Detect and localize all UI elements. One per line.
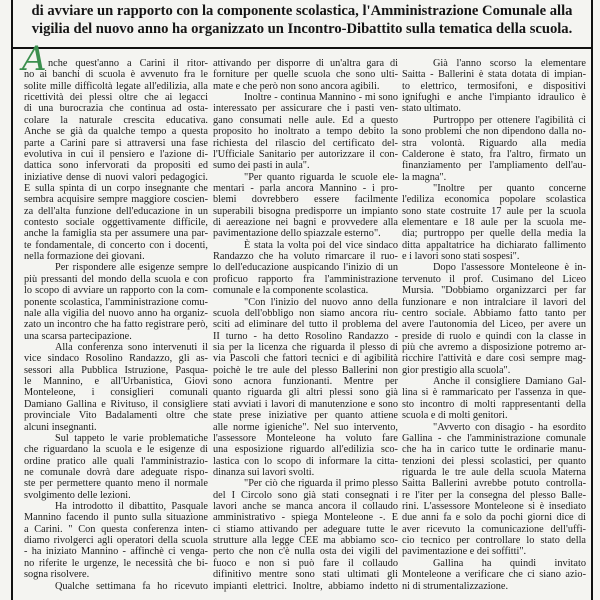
text-line: Per rispondere alle esigenze sempre: [55, 262, 208, 274]
paragraph: [24, 58, 208, 262]
text-line: Inoltre - continua Mannino - mi sono: [244, 92, 398, 104]
text-line: parte a Carini pare si attraversi una fase: [24, 137, 208, 149]
text-line: sogna risolvere.: [24, 569, 90, 581]
text-line: Già l'anno scorso la elementare: [433, 58, 586, 69]
text-line: solite mille difficoltà legate all'edilizia, alla: [24, 80, 208, 92]
text-line: mentari - parla ancora Mannino - i pro-: [213, 182, 398, 194]
text-line: elementare e 18 aule per la scuola me-: [402, 217, 586, 229]
text-line: quanto riguarda gli altri plessi sono già: [213, 387, 398, 399]
text-line: finanziamento per l'ampliamento dell'au-: [402, 160, 586, 172]
text-line: via Pascoli che fattori tecnici e di agibilità: [213, 353, 398, 365]
text-line: l'assessore Monteleone ha voluto fare: [213, 432, 398, 444]
text-line: "Con l'inizio del nuovo anno della: [244, 296, 398, 308]
text-line: una scarsa partecipazione.: [24, 330, 132, 342]
text-line: funzionare e non intralciare il lavori del: [402, 296, 586, 308]
text-line: Mannino facendo il punto sulla situazione: [24, 512, 208, 524]
paragraph: [24, 433, 208, 501]
text-line: aver ricevuto la comunicazione dell'uffi-: [402, 523, 586, 535]
text-line: tenzioni dei plessi scolastici, per quanto: [402, 455, 586, 467]
text-line: contesto sociale oggettivamente difficile,: [24, 217, 208, 229]
text-line: sono problemi che non dipendono dalla no-: [402, 126, 586, 138]
text-line: state prese iniziative per quanto attiene: [213, 410, 398, 422]
text-line: colare la naturale crescita educativa.: [24, 114, 208, 126]
text-line: E sulla spinta di un corpo insegnante che: [24, 182, 208, 194]
text-line: Alla conferenza sono intervenuti il: [55, 341, 208, 353]
text-line: Gallina - che l'amministrazione comunale: [402, 432, 586, 444]
paragraph: [402, 183, 586, 263]
text-line: lo scopo di avviare un rapporto con la com-: [24, 285, 208, 297]
text-line: di una burocrazia che continua ad osta-: [24, 103, 208, 115]
article-column-3: [402, 58, 586, 592]
drop-cap: A: [22, 39, 47, 79]
text-line: l'Ufficiale Sanitario per autorizzare il con-: [213, 148, 398, 160]
text-line: svolgimento delle lezioni.: [24, 489, 131, 501]
text-line: sciti ad eliminare del tutto il problema del: [213, 319, 398, 331]
paragraph: [402, 558, 586, 592]
text-line: Monteleone a verificare che ci siano azio-: [402, 569, 586, 581]
text-line: due anni fa e solo da pochi giorni dice di: [402, 512, 586, 524]
text-line: difinitivo mentre sono stati ultimati gli: [213, 569, 398, 581]
text-line: perto che non c'è nulla osta dei vigili del: [213, 546, 398, 558]
paragraph: [24, 342, 208, 433]
text-line: Sul tappeto le varie problematiche: [55, 432, 208, 444]
text-line: anche la famiglia sta per assumere una par-: [24, 228, 208, 240]
text-line: pavimentazione dello spiazzale esterno".: [213, 228, 381, 240]
text-line: nella formazione dei giovani.: [24, 251, 145, 263]
text-line: che riguardano la scuola e le esigenze di: [24, 444, 208, 456]
text-line: iniziative dense di nuovi valori pedagogici.: [24, 171, 208, 183]
text-line: sumo dei pasti in aula".: [213, 160, 310, 172]
text-line: Randazzo che ha voluto rimarcare il ruo-: [213, 251, 398, 263]
text-line: a Carini. " Con questa conferenza inten-: [24, 523, 208, 535]
text-line: dinanza sui lavori svolti.: [213, 466, 315, 478]
text-line: stato ultimato.: [402, 103, 461, 115]
text-line: più che avremo a disposizione potremo ar-: [402, 341, 586, 353]
text-line: mate e che però non sono ancora agibili.: [213, 80, 380, 92]
text-line: stati avviati i lavori di manutenzione e sono: [213, 398, 398, 410]
text-line: impianti elettrici. Inoltre, abbiamo indetto: [213, 580, 398, 592]
text-line: Saitta - Ballerini è stata dotata di impian-: [402, 69, 586, 81]
paragraph: [402, 376, 586, 421]
text-line: re l'iter per la consegna del plesso Balle-: [402, 489, 586, 501]
text-line: gior prestigio alla scuola".: [402, 364, 511, 376]
text-line: zato un incontro che ha fatto registrare però,: [24, 319, 208, 331]
text-line: avere l'autonomia del Liceo, per avere un: [402, 319, 586, 331]
subheading-line: di avviare un rapporto con la componente scolastica, l'Amministrazione Comunale alla: [31, 3, 573, 19]
text-line: sto incontro di molti rappresentanti della: [402, 398, 586, 410]
text-line: Anche il consigliere Damiano Gal-: [433, 376, 586, 388]
text-line: "Inoltre per quanto concerne: [433, 182, 586, 194]
text-line: forniture per quelle scuola che sono ulti-: [213, 69, 398, 81]
text-line: preside di ruolo e quindi con la classe in: [402, 330, 586, 342]
text-line: richiesta del rilascio del certificato del-: [213, 137, 398, 149]
paragraph: [213, 58, 398, 92]
paragraph: [213, 297, 398, 479]
text-line: Mursia. "Dobbiamo organizzarci per far: [402, 285, 586, 297]
text-line: Qualche settimana fa ho ricevuto: [55, 580, 208, 592]
subheading-line: vigilia del nuovo anno ha organizzato un Incontro-Dibattito sulla tematica della scuola.: [31, 21, 573, 37]
text-line: più pressanti del mondo della scuola e con: [24, 273, 208, 285]
text-line: no ai banchi di scuola è avvenuto fra le: [24, 69, 208, 81]
text-line: la magna".: [402, 171, 447, 183]
text-line: interessato per assicurare che i pasti ven-: [213, 103, 398, 115]
text-line: riguarda le tre aule della scuola Materna: [402, 466, 586, 478]
text-line: e i lavori sono stati sospesi".: [402, 251, 520, 263]
paragraph: [402, 262, 586, 376]
text-line: stra volontà. Riguardo alla media: [402, 137, 586, 149]
text-line: dattica sono infervorati da propositi ed: [24, 160, 208, 172]
text-line: Purtroppo per ottenere l'agibilità ci: [433, 114, 586, 126]
text-line: lina si è rammaricato per l'assenza in que-: [402, 387, 586, 399]
paragraph: [402, 58, 586, 115]
text-line: ricettività dei plessi oltre che ai legacci: [24, 92, 208, 104]
text-line: te fondamentale, di concerto con i docenti,: [24, 239, 208, 251]
text-line: una esposizione riguardo all'edilizia sco-: [213, 444, 398, 456]
text-line: Calderone è stato, fra l'altro, firmato un: [402, 148, 586, 160]
text-line: di aereazione nei bagni e provvedere alla: [213, 217, 398, 229]
text-line: vice sindaco Rosolino Randazzo, gli as-: [24, 353, 208, 365]
text-line: ditta appaltatrice ha dichiarato fallimento: [402, 239, 586, 251]
text-line: Saitta Ballerini avrebbe potuto controlla-: [402, 478, 586, 490]
paragraph: [24, 581, 208, 592]
text-line: centro sociale. Abbiamo fatto tanto per: [402, 307, 586, 319]
frame-border-right: [591, 0, 593, 600]
frame-border-left: [11, 0, 13, 600]
text-line: comunale e la componente scolastica.: [213, 285, 369, 297]
paragraph: [213, 92, 398, 172]
text-line: attivando per disporre di un'altra gara di: [213, 58, 398, 69]
paragraph: [213, 172, 398, 240]
text-line: proposito ho inoltrato a tempo debito la: [213, 126, 398, 138]
text-line: ordine pratico alle quali l'amministrazio-: [24, 455, 208, 467]
text-line: provinciale Vito Badalamenti oltre che: [24, 410, 208, 422]
paragraph: [213, 478, 398, 592]
article-column-2: [213, 58, 398, 592]
text-line: Monteleone, i consiglieri comunali: [24, 387, 208, 399]
text-line: rini. L'assessore Monteleone si è insediato: [402, 501, 586, 513]
text-line: scuola e di molti genitori.: [402, 410, 508, 422]
text-line: ignifughi e anche l'impianto idraulico è: [402, 92, 586, 104]
text-line: Damiano Gallina e Rivituso, il consigliere: [24, 398, 208, 410]
article-subheading-box: [13, 0, 591, 49]
text-line: no riferite le urgenze, le necessità che bi-: [24, 557, 208, 569]
text-line: superabili bisogna predisporre un impianto: [213, 205, 398, 217]
paragraph: [24, 262, 208, 342]
text-line: del I Circolo sono già stati consegnati i: [213, 489, 398, 501]
text-line: lastica con lo scopo di informare la citta-: [213, 455, 398, 467]
text-line: - ha iniziato Mannino - affinchè ci venga-: [24, 546, 208, 558]
text-line: Anche se già da qualche tempo a questa: [24, 126, 208, 138]
text-line: cio tecnico per controllare lo stato della: [402, 535, 586, 547]
text-line: Gallina ha quindi invitato: [433, 557, 586, 569]
text-line: sono state costruite 17 aule per la scuola: [402, 205, 586, 217]
text-line: che ha in carico tutte le ordinarie manu-: [402, 444, 586, 456]
paragraph: [24, 501, 208, 581]
text-line: poichè le tre aule del plesso Ballerini non: [213, 364, 398, 376]
paragraph: [213, 240, 398, 297]
text-line: evolutiva in cui il pensiero e l'azione di-: [24, 148, 208, 160]
text-line: to elettrico, termosifoni, e dispositivi: [402, 80, 586, 92]
text-line: ni di strumentalizzazione.: [402, 580, 509, 592]
text-line: diamo rivolgerci agli operatori della scuola: [24, 535, 208, 547]
text-line: lavori anche se manca ancora il collaudo: [213, 501, 398, 513]
text-line: scuola dell'obbligo non siamo ancora riu-: [213, 307, 398, 319]
text-line: dia; purtroppo per quelle della media la: [402, 228, 586, 240]
text-line: strutture alla legge CEE ma abbiamo sco-: [213, 535, 398, 547]
text-line: lo dell'educazione auspicando l'inizio di un: [213, 262, 398, 274]
text-line: È stata la volta poi del vice sindaco: [244, 239, 398, 251]
article-column-1: [22, 39, 208, 592]
text-line: blemi dovrebbero essere facilmente: [213, 194, 398, 206]
text-line: l'ediliza economica popolare scolastica: [402, 194, 586, 206]
text-line: nche quest'anno a Carini il ritor-: [48, 58, 208, 69]
text-line: fuoco e non si può fare il collaudo: [213, 557, 398, 569]
text-line: II turno - ha detto Rosolino Randazzo -: [213, 330, 398, 342]
paragraph: [402, 115, 586, 183]
text-line: ne comunale dovrà dare adeguate rispo-: [24, 466, 208, 478]
text-line: ci stiamo attivando per adeguare tutte le: [213, 523, 398, 535]
text-line: tervenuto il prof. Cusimano del Liceo: [402, 273, 586, 285]
text-line: Dopo l'assessore Monteleone è in-: [433, 262, 586, 274]
text-line: alle norme igieniche". Nel suo intervento,: [213, 421, 398, 433]
text-line: za dell'alta funzione dell'educazione in un: [24, 205, 208, 217]
text-line: ste per permettere quanto meno il normale: [24, 478, 208, 490]
text-line: "Per ciò che riguarda il primo plesso: [244, 478, 398, 490]
text-line: ponente scolastica, l'amministrazione comu-: [24, 296, 208, 308]
text-line: proficuo rapporto fra l'amministrazione: [213, 273, 398, 285]
text-line: amministrativo - spiega Monteleone -. E: [213, 512, 398, 524]
text-line: pavimentazione e dei soffitti".: [402, 546, 527, 558]
text-line: nale alla vigilia del nuovo anno ha organiz-: [24, 307, 208, 319]
text-line: le Mannino, e all'Urbanistica, Giovì: [24, 376, 208, 388]
text-line: sembra acquisire sempre maggiore coscien-: [24, 194, 208, 206]
text-line: sono acnora funzionanti. Mentre per: [213, 376, 398, 388]
text-line: sia per la licenza che riguarda il plesso di: [213, 341, 398, 353]
text-line: "Avverto con disagio - ha esordito: [433, 421, 586, 433]
text-line: gano consumati nelle aule. Ed a questo: [213, 114, 398, 126]
text-line: ricchire l'attività e dare così sempre mag-: [402, 353, 586, 365]
text-line: alcuni insegnanti.: [24, 421, 97, 433]
text-line: sessori alla Pubblica Istruzione, Pasqua-: [24, 364, 208, 376]
paragraph: [402, 422, 586, 558]
text-line: Ha introdotto il dibattito, Pasquale: [55, 501, 208, 513]
text-line: "Per quanto riguarda le scuole ele-: [244, 171, 398, 183]
